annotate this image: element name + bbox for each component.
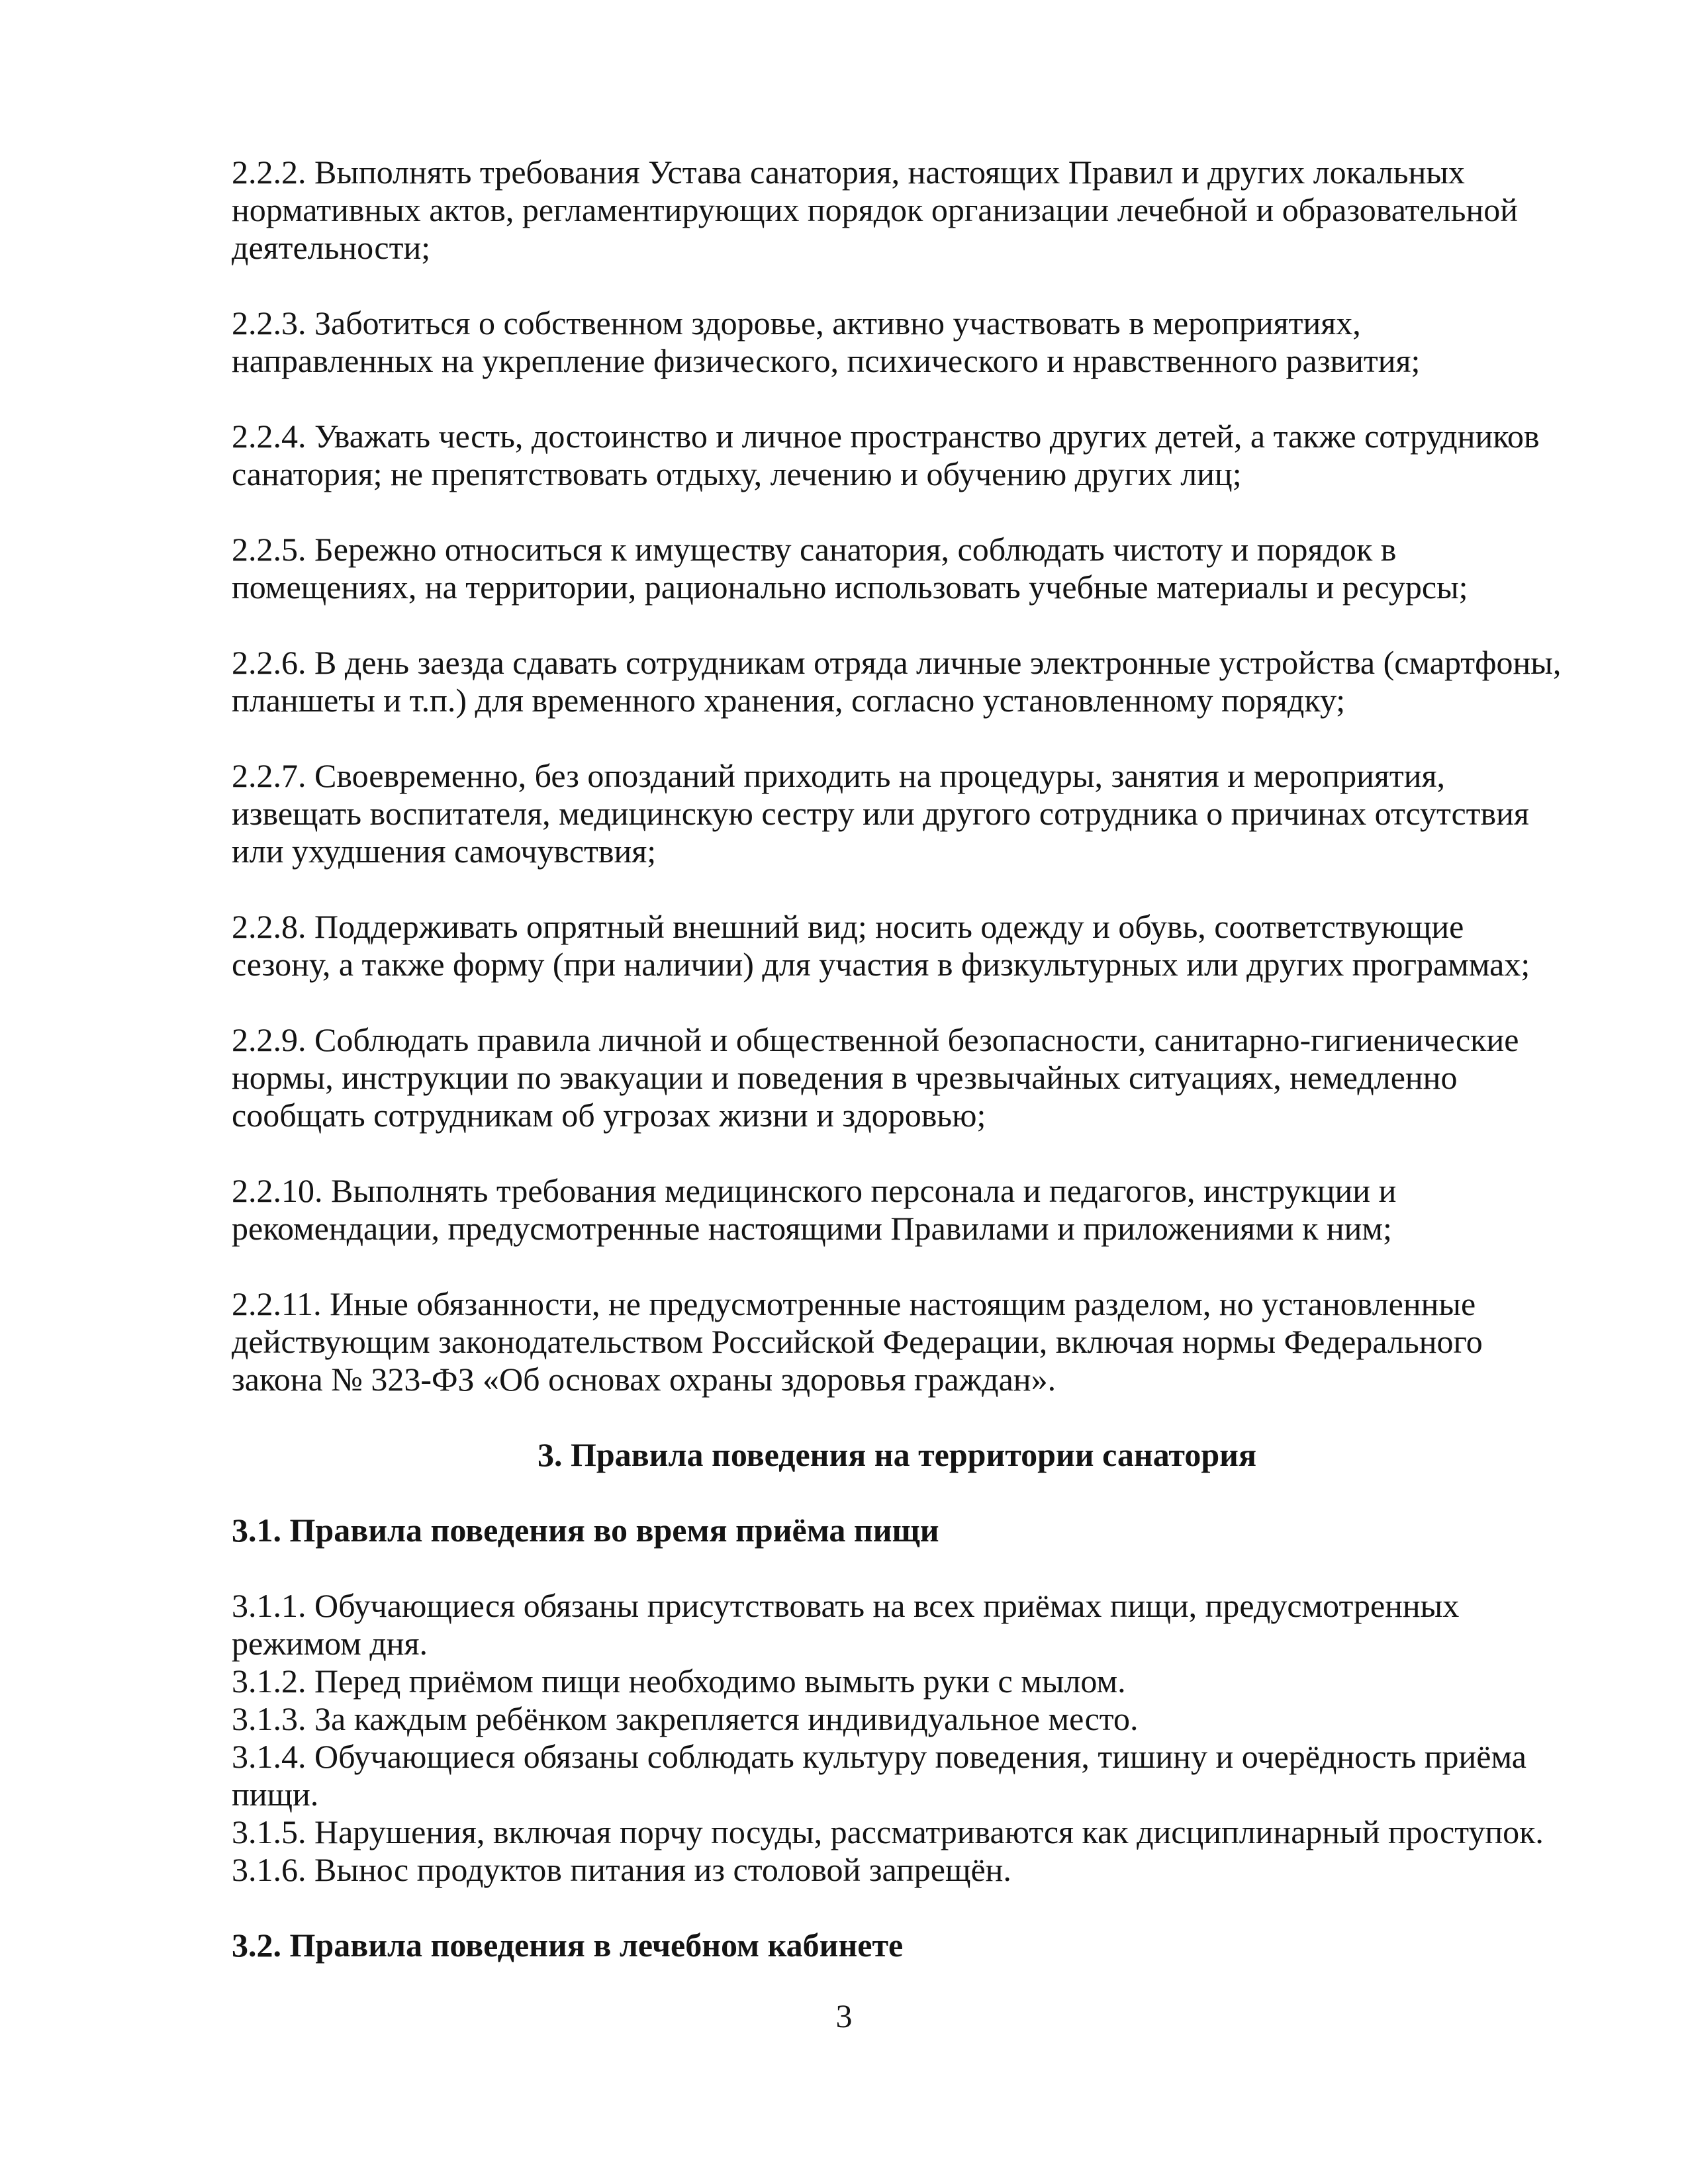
text-line: 2.2.7. Своевременно, без опозданий приходить на процедуры, занятия и мероприятия, (232, 757, 1445, 794)
paragraph-2-2-10 (232, 1172, 1562, 1248)
text-line: 2.2.11. Иные обязанности, не предусмотренные настоящим разделом, но установленные (232, 1285, 1476, 1322)
text-line: нормы, инструкции по эвакуации и поведения в чрезвычайных ситуациях, немедленно (232, 1059, 1458, 1096)
list-item-line: пищи. (232, 1776, 319, 1813)
paragraph-2-2-4 (232, 418, 1562, 493)
text-line: действующим законодательством Российской Федерации, включая нормы Федерального (232, 1323, 1483, 1360)
paragraph-2-2-11 (232, 1285, 1562, 1398)
text-line: планшеты и т.п.) для временного хранения, согласно установленному порядку; (232, 682, 1346, 719)
text-line: 2.2.5. Бережно относиться к имуществу санатория, соблюдать чистоту и порядок в (232, 531, 1397, 568)
text-line: направленных на укрепление физического, психического и нравственного развития; (232, 342, 1421, 379)
list-item-line: 3.1.5. Нарушения, включая порчу посуды, рассматриваются как дисциплинарный проступок. (232, 1813, 1544, 1850)
document-page (232, 154, 1562, 1964)
text-line: или ухудшения самочувствия; (232, 833, 657, 870)
text-line: 2.2.9. Соблюдать правила личной и общественной безопасности, санитарно-гигиенические (232, 1021, 1519, 1058)
list-item-line: режимом дня. (232, 1625, 428, 1662)
text-line: 2.2.4. Уважать честь, достоинство и личное пространство других детей, а также сотрудников (232, 418, 1540, 455)
text-line: 2.2.8. Поддерживать опрятный внешний вид; носить одежду и обувь, соответствующие (232, 908, 1464, 945)
list-3-1 (232, 1587, 1562, 1889)
paragraph-2-2-7 (232, 757, 1562, 870)
paragraph-2-2-2 (232, 154, 1562, 267)
text-line: закона № 323-ФЗ «Об основах охраны здоровья граждан». (232, 1361, 1056, 1398)
section-3-title: 3. Правила поведения на территории санатория (537, 1436, 1256, 1473)
list-item-line: 3.1.6. Вынос продуктов питания из столовой запрещён. (232, 1851, 1011, 1888)
subsection-3-1-title: 3.1. Правила поведения во время приёма пищи (232, 1512, 939, 1549)
text-line: 2.2.2. Выполнять требования Устава санатория, настоящих Правил и других локальных (232, 154, 1465, 191)
text-line: помещениях, на территории, рационально использовать учебные материалы и ресурсы; (232, 569, 1468, 606)
paragraph-2-2-9 (232, 1021, 1562, 1134)
paragraph-2-2-3 (232, 304, 1562, 380)
text-line: деятельности; (232, 229, 431, 266)
subsection-3-2-title: 3.2. Правила поведения в лечебном кабинете (232, 1927, 904, 1964)
paragraph-2-2-8 (232, 908, 1562, 983)
text-line: 2.2.6. В день заезда сдавать сотрудникам отряда личные электронные устройства (смартфоны, (232, 644, 1562, 681)
list-item-line: 3.1.3. За каждым ребёнком закрепляется индивидуальное место. (232, 1700, 1139, 1737)
text-line: извещать воспитателя, медицинскую сестру или другого сотрудника о причинах отсутствия (232, 795, 1529, 832)
text-line: нормативных актов, регламентирующих порядок организации лечебной и образовательной (232, 191, 1518, 228)
list-item-line: 3.1.1. Обучающиеся обязаны присутствовать на всех приёмах пищи, предусмотренных (232, 1587, 1460, 1624)
text-line: 2.2.10. Выполнять требования медицинского персонала и педагогов, инструкции и (232, 1172, 1397, 1209)
text-line: рекомендации, предусмотренные настоящими Правилами и приложениями к ним; (232, 1210, 1392, 1247)
list-item-line: 3.1.4. Обучающиеся обязаны соблюдать культуру поведения, тишину и очерёдность приёма (232, 1738, 1526, 1775)
text-line: санатория; не препятствовать отдыху, лечению и обучению других лиц; (232, 455, 1242, 492)
list-item-line: 3.1.2. Перед приёмом пищи необходимо вымыть руки с мылом. (232, 1662, 1126, 1700)
text-line: сезону, а также форму (при наличии) для участия в физкультурных или других программах; (232, 946, 1530, 983)
paragraph-2-2-5 (232, 531, 1562, 606)
text-line: сообщать сотрудникам об угрозах жизни и здоровью; (232, 1097, 986, 1134)
paragraph-2-2-6 (232, 644, 1562, 719)
page-number: 3 (835, 1997, 853, 2034)
text-line: 2.2.3. Заботиться о собственном здоровье, активно участвовать в мероприятиях, (232, 304, 1361, 341)
